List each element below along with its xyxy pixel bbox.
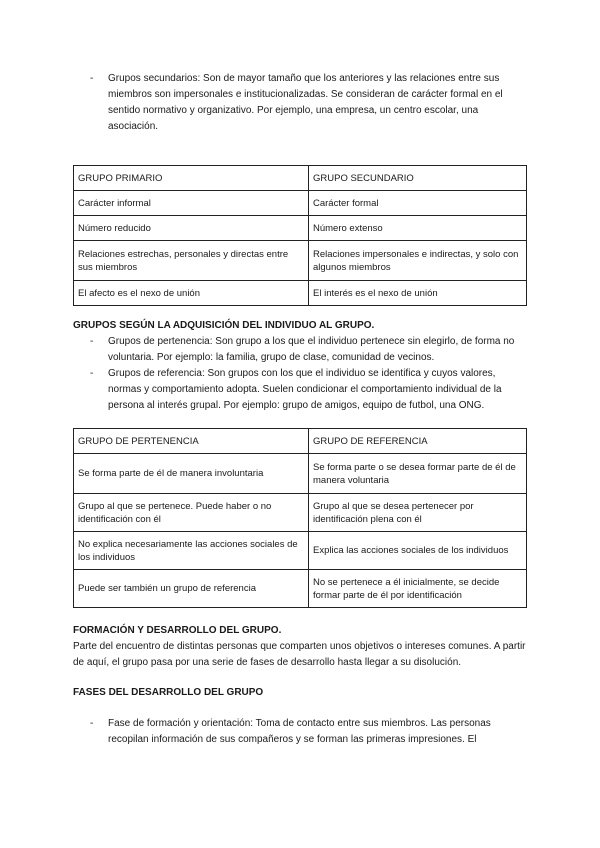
- section-heading-fases: FASES DEL DESARROLLO DEL GRUPO: [73, 687, 264, 698]
- bullet-term: Grupos secundarios: [108, 73, 198, 84]
- bullet-dash: -: [90, 368, 94, 379]
- bullet-body: : Son grupo a los que el individuo pertenece sin elegirlo, de forma no voluntaria. Por ejemplo: la familia, grupo de clase, comunidad de vecinos.: [108, 336, 515, 363]
- table-cell: El interés es el nexo de unión: [309, 281, 527, 306]
- table-row: [74, 191, 527, 216]
- bullet-term: Grupos de referencia: [108, 368, 202, 379]
- table-pertenencia-referencia: [73, 428, 527, 608]
- table-row: [74, 494, 527, 532]
- bullet-grupos-pertenencia: [90, 334, 530, 366]
- bullet-text: [108, 716, 530, 748]
- table-cell: No explica necesariamente las acciones sociales de los individuos: [74, 532, 309, 570]
- bullet-body: : Son grupos con los que el individuo se identifica y cuyos valores, normas y comportamiento adopta. Suelen condicionar el comportamiento individual de la persona al interés grupal. Por ejemplo: grupo de amigos, equipo de futbol, una ONG.: [108, 368, 502, 411]
- table-cell: Número extenso: [309, 216, 527, 241]
- table-header-cell: GRUPO DE PERTENENCIA: [74, 429, 309, 454]
- table-cell: Carácter informal: [74, 191, 309, 216]
- bullet-text: [108, 366, 530, 414]
- table-cell: Relaciones impersonales e indirectas, y solo con algunos miembros: [309, 241, 527, 281]
- section-heading-adquisicion: GRUPOS SEGÚN LA ADQUISICIÓN DEL INDIVIDUO AL GRUPO.: [73, 320, 375, 331]
- bullet-dash: -: [90, 336, 94, 347]
- bullet-text: [108, 71, 530, 135]
- table-cell: Puede ser también un grupo de referencia: [74, 570, 309, 608]
- table-cell: Grupo al que se pertenece. Puede haber o no identificación con él: [74, 494, 309, 532]
- bullet-grupos-secundarios: [90, 71, 530, 135]
- bullet-text: [108, 334, 530, 366]
- bullet-fase-formacion: [90, 716, 530, 748]
- table-row: [74, 216, 527, 241]
- table-cell: Número reducido: [74, 216, 309, 241]
- table-header-cell: GRUPO PRIMARIO: [74, 166, 309, 191]
- table-row: [74, 570, 527, 608]
- table-row: [74, 241, 527, 281]
- section-heading-formacion: FORMACIÓN Y DESARROLLO DEL GRUPO.: [73, 625, 282, 636]
- bullet-body: : Son de mayor tamaño que los anteriores y las relaciones entre sus miembros son impersonales e institucionalizadas. Se consideran de carácter formal en el sentido normativo y organizativo. Por ejemplo, una empresa, un centro escolar, una asociación.: [108, 73, 503, 132]
- table-row: [74, 532, 527, 570]
- table-header-cell: GRUPO DE REFERENCIA: [309, 429, 527, 454]
- table-cell: El afecto es el nexo de unión: [74, 281, 309, 306]
- bullet-term: Fase de formación y orientación: [108, 718, 251, 729]
- table-header-row: [74, 166, 527, 191]
- formacion-paragraph: Parte del encuentro de distintas personas que comparten unos objetivos o intereses comunes. A partir de aquí, el grupo pasa por una serie de fases de desarrollo hasta llegar a su disolución.: [73, 641, 526, 668]
- table-cell: Se forma parte de él de manera involuntaria: [74, 454, 309, 494]
- bullet-grupos-referencia: [90, 366, 530, 414]
- table-cell: No se pertenece a él inicialmente, se decide formar parte de él por identificación: [309, 570, 527, 608]
- bullet-dash: -: [90, 73, 94, 84]
- table-header-cell: GRUPO SECUNDARIO: [309, 166, 527, 191]
- table-cell: Se forma parte o se desea formar parte de él de manera voluntaria: [309, 454, 527, 494]
- table-cell: Grupo al que se desea pertenecer por identificación plena con él: [309, 494, 527, 532]
- table-row: [74, 281, 527, 306]
- table-row: [74, 454, 527, 494]
- table-header-row: [74, 429, 527, 454]
- table-primario-secundario: [73, 165, 527, 306]
- table-cell: Relaciones estrechas, personales y directas entre sus miembros: [74, 241, 309, 281]
- table-cell: Explica las acciones sociales de los individuos: [309, 532, 527, 570]
- bullet-dash: -: [90, 718, 94, 729]
- table-cell: Carácter formal: [309, 191, 527, 216]
- bullet-term: Grupos de pertenencia: [108, 336, 210, 347]
- bullet-body: : Toma de contacto entre sus miembros. Las personas recopilan información de sus compañeros y se forman las primeras impresiones. El: [108, 718, 491, 745]
